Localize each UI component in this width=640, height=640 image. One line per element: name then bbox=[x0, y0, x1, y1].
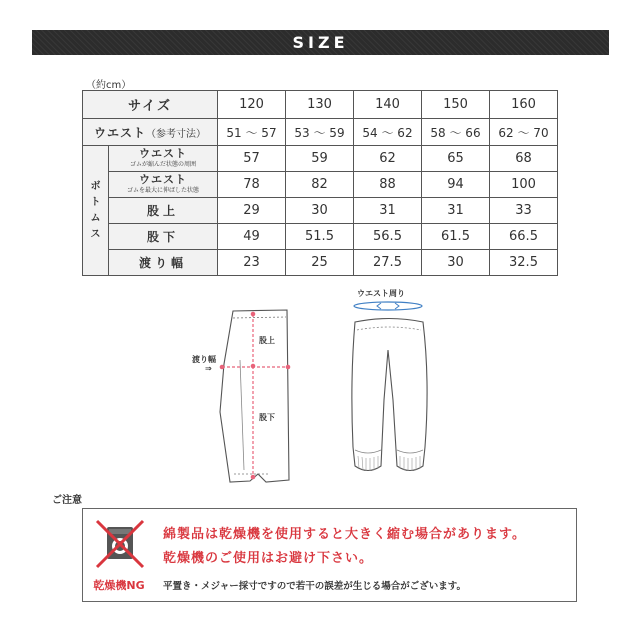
front-pants-outline bbox=[352, 319, 427, 471]
table-cell: 49 bbox=[218, 224, 286, 250]
table-cell: 30 bbox=[422, 250, 490, 276]
row-label-note: ゴムを最大に伸ばした状態 bbox=[126, 186, 199, 194]
inseam-label: 股下 bbox=[259, 413, 275, 422]
table-cell: 59 bbox=[286, 146, 354, 172]
row-label-main: ウエスト bbox=[139, 172, 187, 186]
measure-point bbox=[220, 365, 225, 370]
waist-value: 62 ～ 70 bbox=[490, 119, 558, 146]
measure-point bbox=[251, 312, 256, 317]
table-cell: 82 bbox=[286, 172, 354, 198]
row-label-note: ゴムが縮んだ状態の周囲 bbox=[129, 160, 196, 168]
table-cell: 30 bbox=[286, 198, 354, 224]
table-cell: 33 bbox=[490, 198, 558, 224]
dryer-panel bbox=[109, 529, 131, 534]
warning-line-1: 綿製品は乾燥機を使用すると大きく縮む場合があります。 bbox=[163, 527, 526, 542]
waist-value: 53 ～ 59 bbox=[286, 119, 354, 146]
waist-value: 51 ～ 57 bbox=[218, 119, 286, 146]
table-cell: 31 bbox=[354, 198, 422, 224]
table-cell: 57 bbox=[218, 146, 286, 172]
side-pants-outline bbox=[220, 310, 289, 482]
waist-around-ellipse bbox=[354, 302, 422, 310]
measure-point bbox=[251, 364, 256, 369]
bottoms-char: ム bbox=[90, 212, 101, 224]
table-cell: 25 bbox=[286, 250, 354, 276]
table-cell: 32.5 bbox=[490, 250, 558, 276]
table-cell: 56.5 bbox=[354, 224, 422, 250]
page-title: SIZE bbox=[292, 33, 349, 52]
waist-label-main: ウエスト bbox=[93, 125, 146, 140]
thigh-label: 渡り幅 bbox=[192, 355, 216, 364]
measurement-note: 平置き・メジャー採寸ですので若干の誤差が生じる場合がございます。 bbox=[163, 581, 467, 592]
size-130: 130 bbox=[286, 91, 354, 119]
warning-line-2: 乾燥機のご使用はお避け下さい。 bbox=[163, 551, 374, 566]
waist-arrow-icon bbox=[377, 303, 381, 309]
table-cell: 100 bbox=[490, 172, 558, 198]
side-view-pants bbox=[192, 310, 290, 482]
size-header-label: サイズ bbox=[83, 91, 218, 119]
size-140: 140 bbox=[354, 91, 422, 119]
waist-arrow-icon bbox=[395, 303, 399, 309]
measure-point bbox=[286, 365, 291, 370]
notice-title: ご注意 bbox=[52, 495, 82, 506]
measure-point bbox=[251, 475, 256, 480]
dryer-prohibited-icon bbox=[93, 517, 147, 571]
size-120: 120 bbox=[218, 91, 286, 119]
bottoms-char: ス bbox=[90, 228, 101, 240]
rise-label: 股上 bbox=[259, 336, 275, 345]
table-cell: 51.5 bbox=[286, 224, 354, 250]
table-cell: 88 bbox=[354, 172, 422, 198]
waist-label-sub: （参考寸法） bbox=[146, 128, 206, 140]
table-cell: 78 bbox=[218, 172, 286, 198]
unit-note: （約cm） bbox=[86, 80, 132, 91]
dryer-ng-label: 乾燥機NG bbox=[93, 579, 145, 592]
front-view-pants bbox=[352, 288, 427, 471]
table-cell: 29 bbox=[218, 198, 286, 224]
notice-box bbox=[82, 508, 577, 602]
thigh-arrow-icon: ⇒ bbox=[205, 364, 212, 373]
table-cell: 62 bbox=[354, 146, 422, 172]
table-cell: 23 bbox=[218, 250, 286, 276]
size-160: 160 bbox=[490, 91, 558, 119]
row-label-inseam: 股下 bbox=[109, 224, 218, 250]
table-cell: 65 bbox=[422, 146, 490, 172]
waist-around-label: ウエスト周り bbox=[357, 289, 405, 298]
table-cell: 27.5 bbox=[354, 250, 422, 276]
row-label-rise: 股上 bbox=[109, 198, 218, 224]
waist-value: 54 ～ 62 bbox=[354, 119, 422, 146]
row-label-main: ウエスト bbox=[139, 146, 187, 160]
table-cell: 61.5 bbox=[422, 224, 490, 250]
row-label-thigh: 渡り幅 bbox=[109, 250, 218, 276]
bottoms-char: ボ bbox=[90, 180, 101, 192]
table-cell: 68 bbox=[490, 146, 558, 172]
bottoms-char: ト bbox=[90, 196, 101, 208]
table-cell: 31 bbox=[422, 198, 490, 224]
table-cell: 66.5 bbox=[490, 224, 558, 250]
waist-value: 58 ～ 66 bbox=[422, 119, 490, 146]
table-cell: 94 bbox=[422, 172, 490, 198]
size-150: 150 bbox=[422, 91, 490, 119]
